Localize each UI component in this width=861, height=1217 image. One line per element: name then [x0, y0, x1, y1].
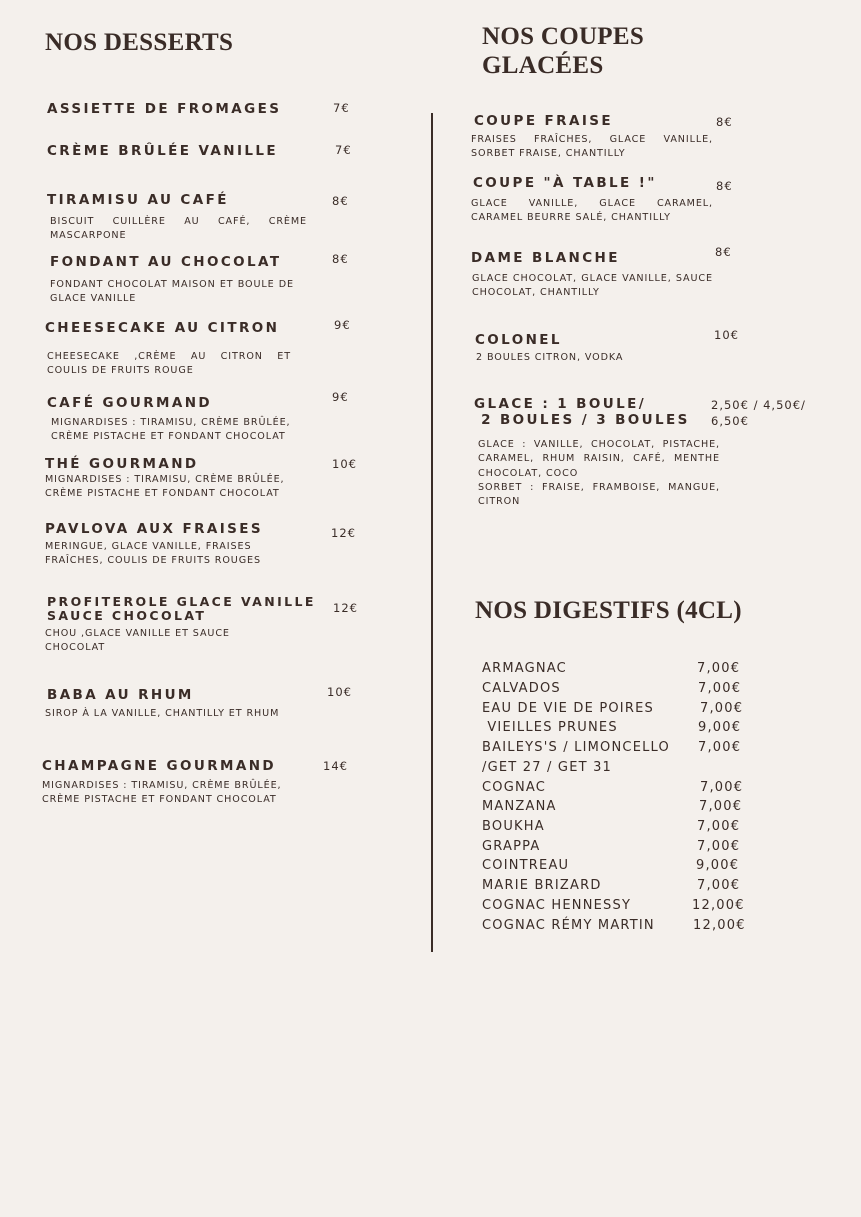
coupe-name: COUPE FRAISE [474, 113, 613, 129]
coupe-item [474, 396, 724, 509]
digestif-price: 7,00€ [700, 780, 744, 795]
digestif-price: 7,00€ [700, 701, 744, 716]
digestif-price: 7,00€ [697, 839, 741, 854]
dessert-description: MIGNARDISES : TIRAMISU, CRÈME BRÛLÉE, CRÈME PISTACHE ET FONDANT CHOCOLAT [42, 780, 282, 806]
dessert-name: PROFITEROLE GLACE VANILLE SAUCE CHOCOLAT [47, 594, 316, 623]
digestif-price: 12,00€ [692, 898, 745, 913]
dessert-item [47, 101, 309, 117]
digestif-price: 7,00€ [697, 819, 741, 834]
digestif-name: COGNAC [482, 780, 547, 795]
dessert-description: CHOU ,GLACE VANILLE ET SAUCE CHOCOLAT [45, 628, 230, 654]
dessert-item [45, 320, 291, 379]
dessert-description: MIGNARDISES : TIRAMISU, CRÈME BRÛLÉE, CRÈME PISTACHE ET FONDANT CHOCOLAT [51, 417, 291, 443]
coupe-price: 8€ [715, 245, 732, 259]
digestif-name: BOUKHA [482, 819, 545, 834]
dessert-price: 8€ [332, 194, 349, 208]
coupe-description: 2 BOULES CITRON, VODKA [476, 352, 624, 363]
coupe-name: GLACE : 1 BOULE/ 2 BOULES / 3 BOULES [474, 396, 690, 428]
dessert-name: ASSIETTE DE FROMAGES [47, 101, 282, 117]
column-divider [431, 113, 433, 952]
digestif-price: 7,00€ [698, 681, 742, 696]
dessert-description: SIROP À LA VANILLE, CHANTILLY ET RHUM [45, 708, 280, 719]
dessert-price: 12€ [331, 526, 356, 540]
dessert-name: CAFÉ GOURMAND [47, 395, 213, 411]
digestif-name: BAILEYS'S / LIMONCELLO [482, 740, 670, 755]
digestif-name: /GET 27 / GET 31 [482, 760, 613, 775]
coupe-name: COUPE "À TABLE !" [473, 175, 657, 191]
coupe-price: 8€ [716, 115, 733, 129]
dessert-description: CHEESECAKE ,CRÈME AU CITRON ET COULIS DE FRUITS ROUGE [47, 351, 291, 377]
dessert-price: 7€ [335, 143, 352, 157]
dessert-item [45, 521, 285, 569]
digestif-price: 12,00€ [693, 918, 746, 933]
dessert-item [45, 456, 295, 502]
dessert-item [45, 594, 316, 656]
dessert-name: BABA AU RHUM [47, 687, 194, 703]
dessert-name: TIRAMISU AU CAFÉ [47, 192, 229, 208]
digestif-price: 7,00€ [697, 661, 741, 676]
dessert-name: PAVLOVA AUX FRAISES [45, 521, 264, 537]
dessert-item [47, 395, 297, 445]
coupe-description: GLACE VANILLE, GLACE CARAMEL, CARAMEL BEURRE SALÉ, CHANTILLY [471, 198, 713, 224]
digestif-price: 9,00€ [696, 858, 740, 873]
digestif-name: COGNAC RÉMY MARTIN [482, 918, 655, 933]
dessert-price: 9€ [334, 318, 351, 332]
coupe-item [471, 250, 713, 301]
dessert-item [50, 254, 294, 307]
dessert-description: MERINGUE, GLACE VANILLE, FRAISES FRAÎCHES, COULIS DE FRUITS ROUGES [45, 541, 261, 567]
dessert-price: 10€ [332, 457, 357, 471]
dessert-price: 10€ [327, 685, 352, 699]
digestif-price: 9,00€ [698, 720, 742, 735]
digestif-name: COINTREAU [482, 858, 570, 873]
dessert-price: 9€ [332, 390, 349, 404]
digestif-name: ARMAGNAC [482, 661, 567, 676]
dessert-item [42, 758, 292, 808]
coupe-price: 10€ [714, 328, 739, 342]
digestif-name: GRAPPA [482, 839, 541, 854]
dessert-description: MIGNARDISES : TIRAMISU, CRÈME BRÛLÉE, CRÈME PISTACHE ET FONDANT CHOCOLAT [45, 474, 285, 500]
coupe-item [475, 332, 715, 365]
dessert-description: BISCUIT CUILLÈRE AU CAFÉ, CRÈME MASCARPONE [50, 216, 307, 242]
digestif-name: EAU DE VIE DE POIRES [482, 701, 654, 716]
coupe-price: 8€ [716, 179, 733, 193]
digestif-name: COGNAC HENNESSY [482, 898, 632, 913]
coupe-price: 2,50€ / 4,50€/ 6,50€ [711, 398, 806, 428]
dessert-item [47, 192, 307, 244]
dessert-name: THÉ GOURMAND [45, 456, 199, 472]
dessert-description: FONDANT CHOCOLAT MAISON ET BOULE DE GLACE VANILLE [50, 279, 294, 305]
digestifs-title: NOS DIGESTIFS (4CL) [475, 597, 742, 624]
dessert-name: CHEESECAKE AU CITRON [45, 320, 280, 336]
digestif-price: 7,00€ [699, 799, 743, 814]
dessert-price: 12€ [333, 601, 358, 615]
coupe-description: GLACE : VANILLE, CHOCOLAT, PISTACHE, CARAMEL, RHUM RAISIN, CAFÉ, MENTHE CHOCOLAT, COCO SORBET : FRAISE, FRAMBOISE, MANGUE, CITRON [478, 439, 720, 508]
digestif-name: VIEILLES PRUNES [482, 720, 618, 735]
digestif-name: CALVADOS [482, 681, 561, 696]
desserts-title: NOS DESSERTS [45, 29, 234, 56]
coupe-name: COLONEL [475, 332, 562, 348]
dessert-name: CHAMPAGNE GOURMAND [42, 758, 276, 774]
coupe-name: DAME BLANCHE [471, 250, 620, 266]
coupes-title: NOS COUPES GLACÉES [482, 23, 645, 79]
dessert-price: 8€ [332, 252, 349, 266]
digestif-name: MANZANA [482, 799, 557, 814]
digestif-name: MARIE BRIZARD [482, 878, 602, 893]
coupe-item [471, 113, 713, 162]
dessert-price: 14€ [323, 759, 348, 773]
dessert-price: 7€ [333, 101, 350, 115]
dessert-name: CRÈME BRÛLÉE VANILLE [47, 143, 279, 159]
dessert-name: FONDANT AU CHOCOLAT [50, 254, 282, 270]
dessert-item [47, 687, 307, 721]
digestif-price: 7,00€ [697, 878, 741, 893]
coupe-description: GLACE CHOCOLAT, GLACE VANILLE, SAUCE CHOCOLAT, CHANTILLY [472, 273, 713, 299]
coupe-item [471, 175, 713, 226]
dessert-item [47, 143, 309, 159]
digestif-price: 7,00€ [698, 740, 742, 755]
coupe-description: FRAISES FRAÎCHES, GLACE VANILLE, SORBET FRAISE, CHANTILLY [471, 134, 713, 160]
